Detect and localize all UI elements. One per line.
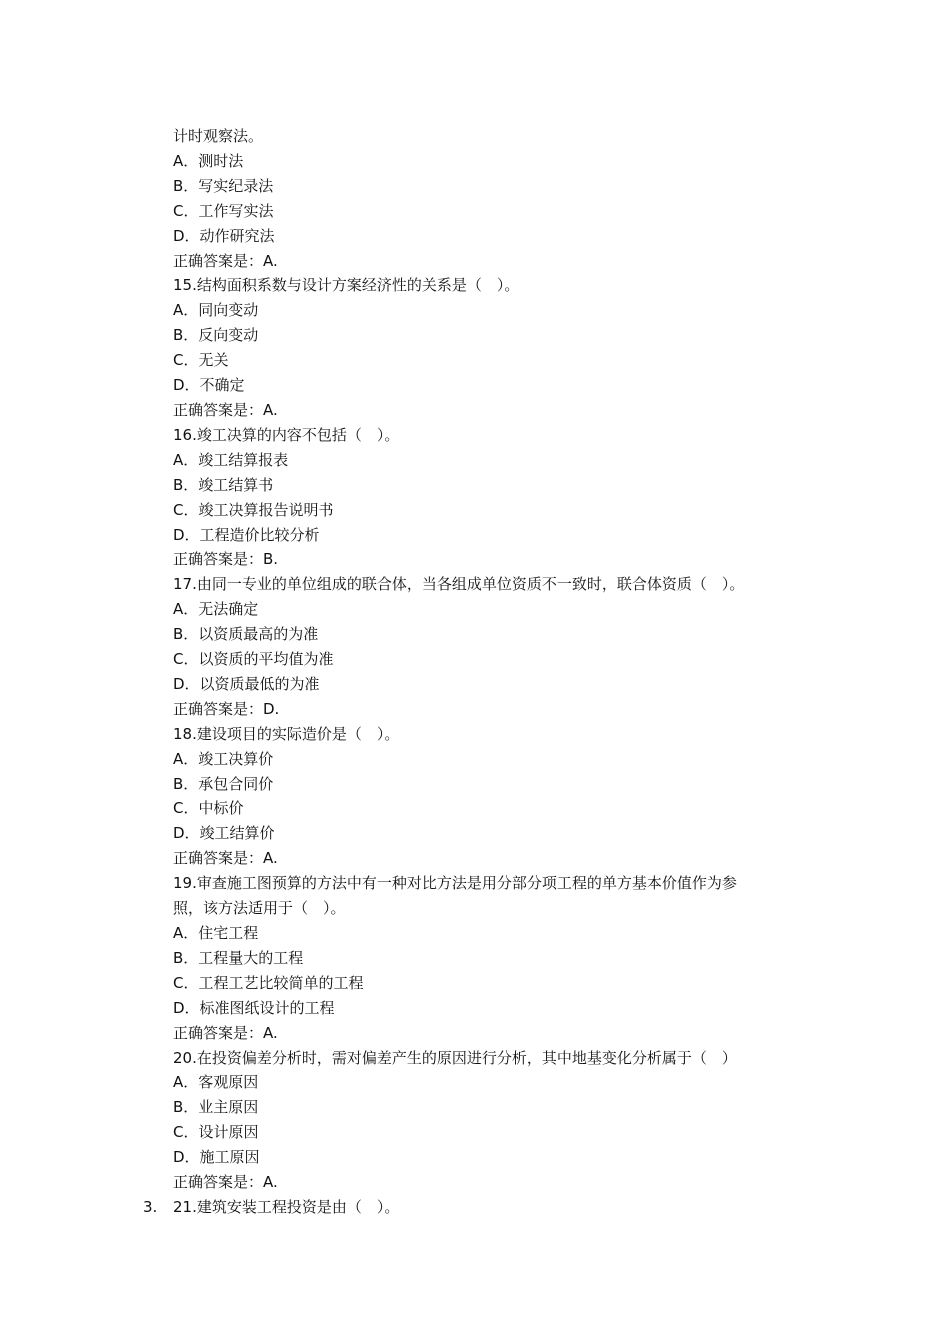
intro-text: 计时观察法。 [173,127,264,145]
q19-option-a: A．住宅工程 [173,924,259,942]
q15-option-b: B．反向变动 [173,326,259,345]
q14-option-b: B．写实纪录法 [173,176,274,195]
q17-question: 17.由同一专业的单位组成的联合体，当各组成单位资质不一致时，联合体资质（ ）。 [173,575,745,594]
q20-option-b: B．业主原因 [173,1098,259,1117]
q19-option-c: C．工程工艺比较简单的工程 [173,973,364,992]
q18-answer: 正确答案是：A. [173,849,278,868]
question-list [173,124,823,1195]
q20-question: 20.在投资偏差分析时，需对偏差产生的原因进行分析，其中地基变化分析属于（ ） [173,1048,737,1067]
q20-option-d: D．施工原因 [173,1148,260,1167]
q20-answer: 正确答案是：A. [173,1173,278,1192]
q14-answer: 正确答案是：A. [173,251,278,270]
q18-option-d: D．竣工结算价 [173,824,275,843]
q18-option-b: B．承包合同价 [173,774,274,793]
numbered-item-3 [143,1195,823,1220]
q19-question-line-2: 照，该方法适用于（ ）。 [173,899,346,918]
q18-option-c: C．中标价 [173,799,244,818]
q16-answer: 正确答案是：B. [173,550,279,569]
q21-question: 21.建筑安装工程投资是由（ ）。 [173,1198,400,1216]
q16-option-b: B．竣工结算书 [173,475,274,494]
q14-option-c: C．工作写实法 [173,201,274,220]
q19-question-line-1: 19.审查施工图预算的方法中有一种对比方法是用分部分项工程的单方基本价值作为参 [173,874,737,893]
q19-answer: 正确答案是：A. [173,1023,278,1042]
q17-option-b: B．以资质最高的为准 [173,625,319,644]
q17-option-c: C．以资质的平均值为准 [173,650,334,669]
q16-option-a: A．竣工结算报表 [173,450,289,469]
q15-option-d: D．不确定 [173,376,245,395]
q15-answer: 正确答案是：A. [173,400,278,419]
q15-option-a: A．同向变动 [173,301,259,320]
q14-option-d: D．动作研究法 [173,226,275,245]
q18-option-a: A．竣工决算价 [173,749,274,768]
q19-option-b: B．工程量大的工程 [173,948,304,967]
q14-option-a: A．测时法 [173,151,244,170]
q20-option-c: C．设计原因 [173,1123,259,1142]
q17-answer: 正确答案是：D. [173,699,280,718]
item-number: 3. [143,1198,158,1216]
q18-question: 18.建设项目的实际造价是（ ）。 [173,724,400,743]
q15-question: 15.结构面积系数与设计方案经济性的关系是（ ）。 [173,276,520,295]
q16-option-d: D．工程造价比较分析 [173,525,320,544]
q17-option-a: A．无法确定 [173,600,259,619]
q17-option-d: D．以资质最低的为准 [173,674,320,693]
q20-option-a: A．客观原因 [173,1073,259,1092]
q16-question: 16.竣工决算的内容不包括（ ）。 [173,425,400,444]
q15-option-c: C．无关 [173,351,229,370]
q19-option-d: D．标准图纸设计的工程 [173,998,335,1017]
q16-option-c: C．竣工决算报告说明书 [173,500,334,519]
